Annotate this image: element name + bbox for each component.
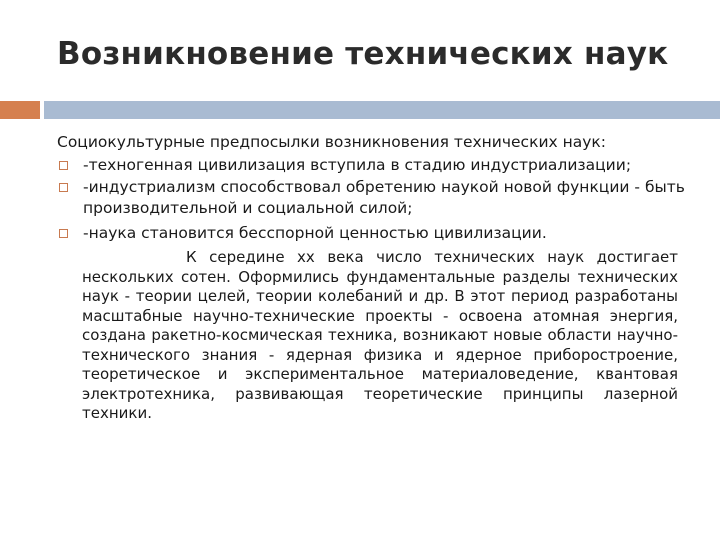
bullet-text: -наука становится бесспорной ценностью цивилизации. [83,224,547,242]
title-accent-bar [0,101,40,119]
bullet-text: -техногенная цивилизация вступила в стадию индустриализации; [83,156,632,174]
intro-text: Социокультурные предпосылки возникновения технических наук: [57,133,607,151]
bullet-item [57,155,697,176]
slide-title: Возникновение технических наук [57,36,669,72]
bullet-text: -индустриализм способствовал обретению наукой новой функции - быть производительной и социальной силой; [83,178,685,217]
bullet-list [57,155,697,244]
square-bullet-icon [59,161,68,170]
body-paragraph: К середине хх века число технических наук достигает нескольких сотен. Оформились фундаментальные разделы технических наук - теории целей, теории колебаний и др. В этот период разработаны масштабные научно-технические проекты - освоена атомная энергия, создана ракетно-космическая техника, возникают новые области научно-технического знания - ядерная физика и ядерное приборостроение, теоретическое и экспериментальное материаловедение, квантовая электротехника, развивающая теоретические принципы лазерной техники. [82,248,678,422]
bullet-item [57,177,697,219]
title-divider-bar [44,101,720,119]
square-bullet-icon [59,229,68,238]
square-bullet-icon [59,183,68,192]
bullet-item [57,223,697,244]
